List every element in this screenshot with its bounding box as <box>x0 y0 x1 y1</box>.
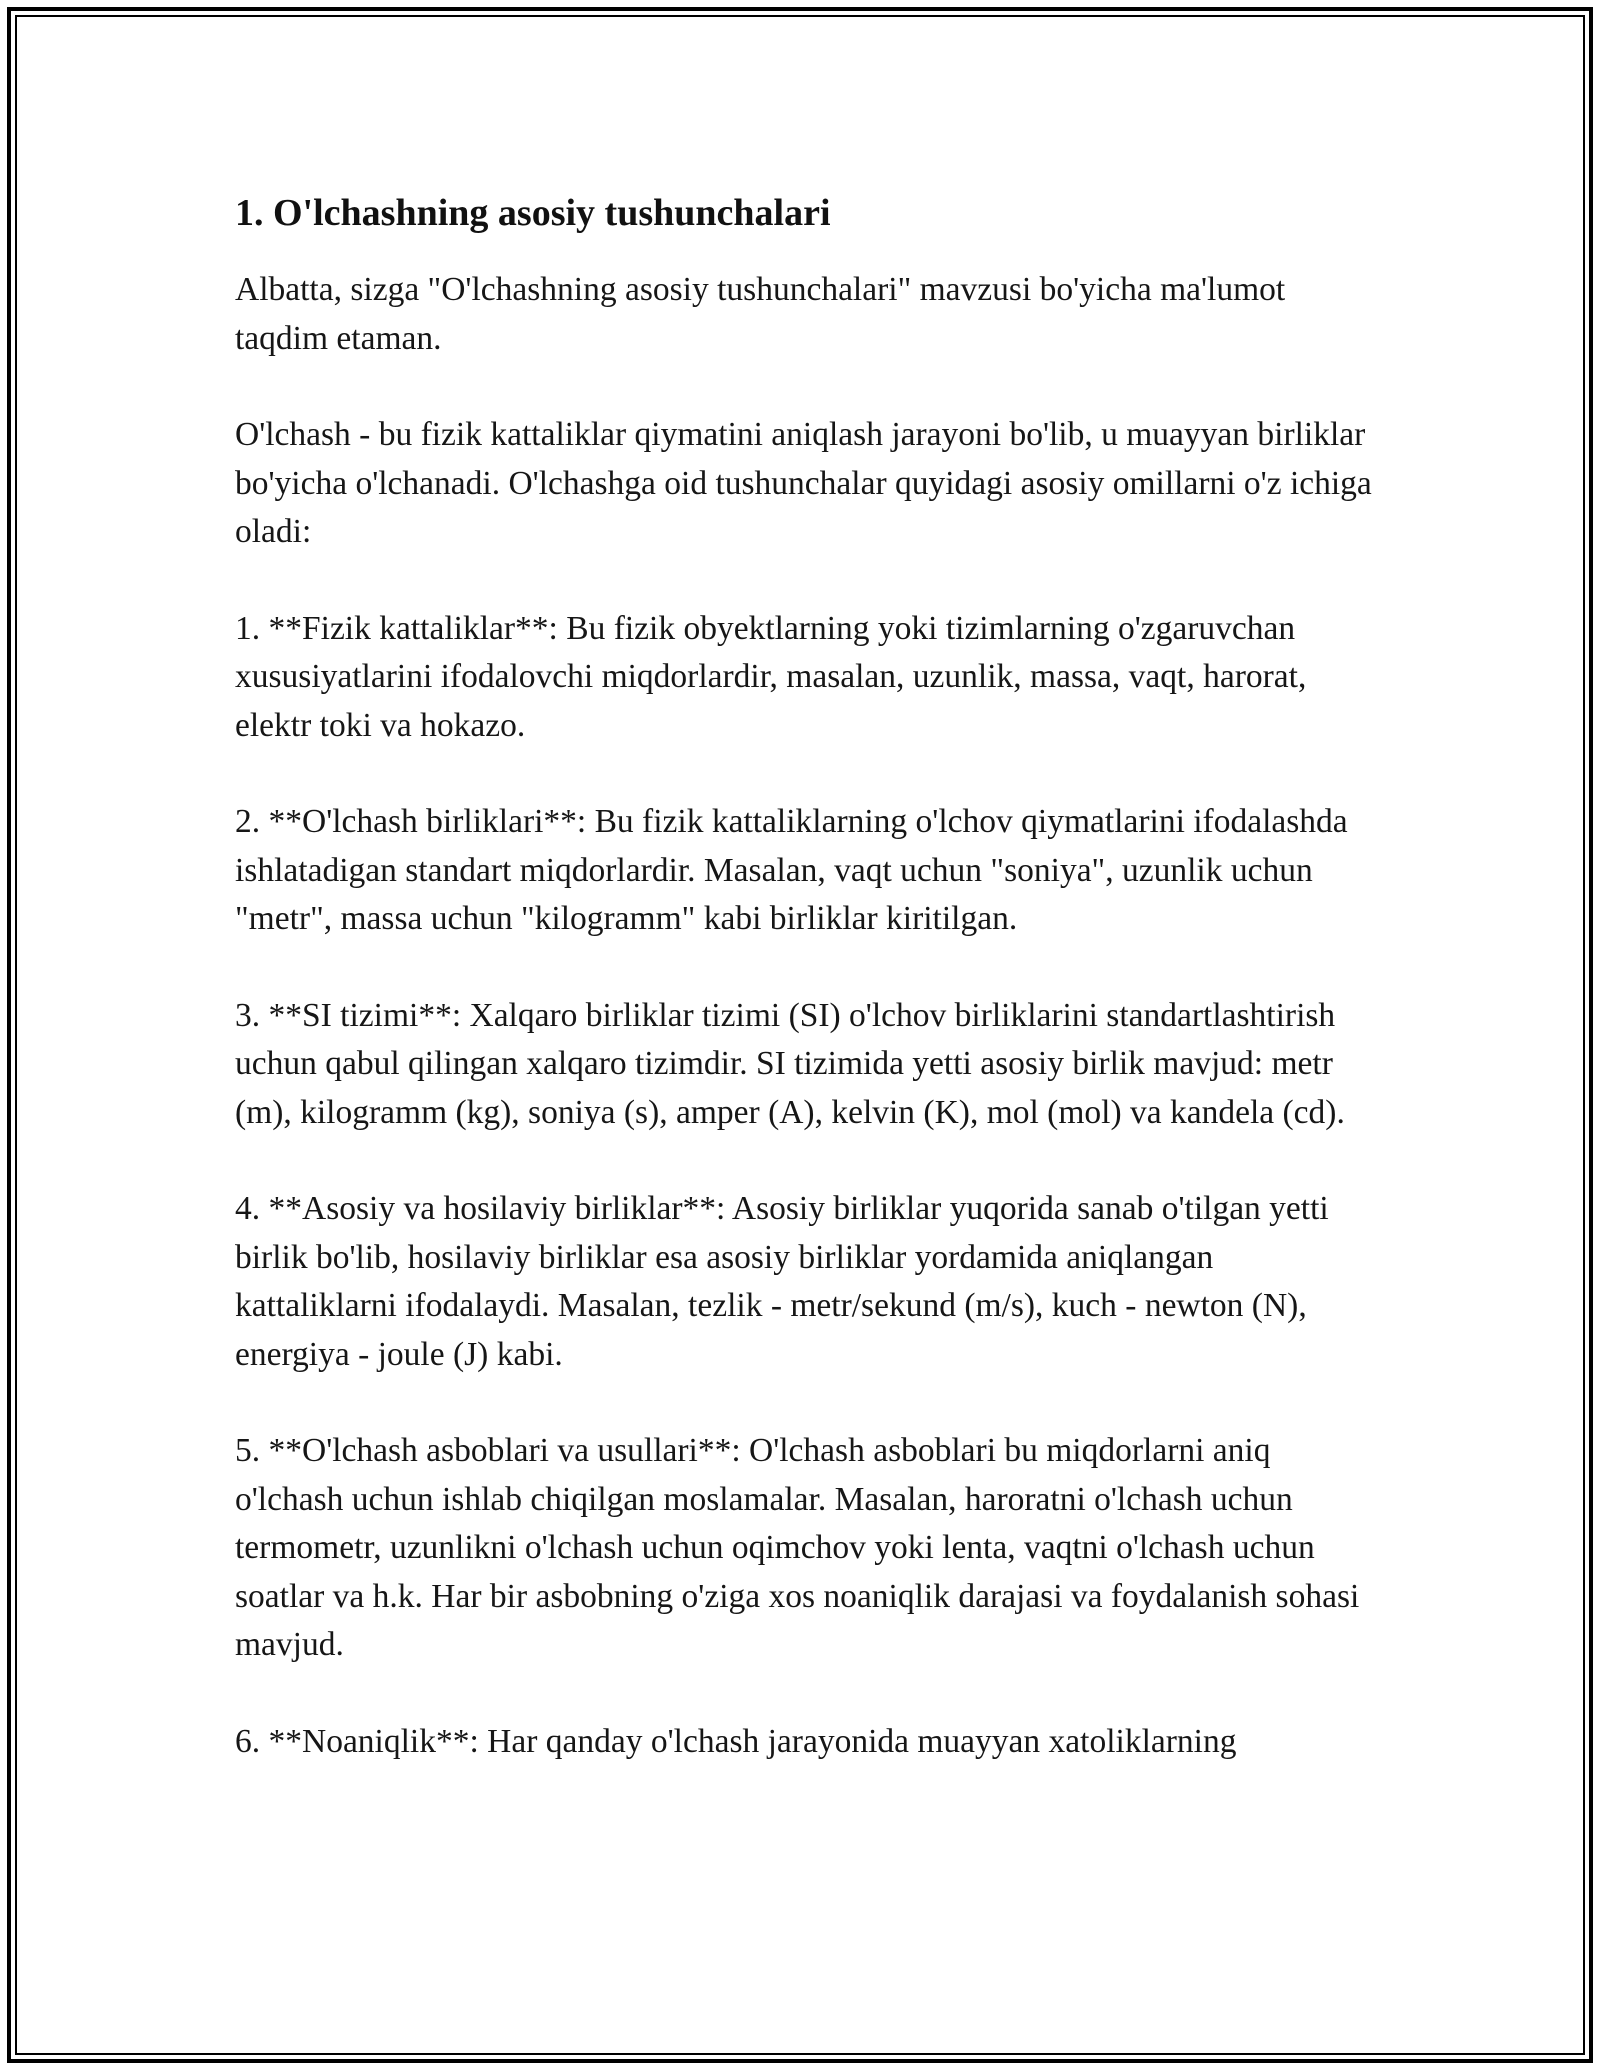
paragraph-definition: O'lchash - bu fizik kattaliklar qiymatini aniqlash jarayoni bo'lib, u muayyan birliklar bo'yicha o'lchanadi. O'lchashga oid tushunchalar quyidagi asosiy omillarni o'z ichiga oladi: <box>235 416 1372 550</box>
list-item-6: 6. **Noaniqlik**: Har qanday o'lchash jarayonida muayyan xatoliklarning <box>235 1722 1237 1760</box>
list-item-1: 1. **Fizik kattaliklar**: Bu fizik obyektlarning yoki tizimlarning o'zgaruvchan xususiyatlarini ifodalovchi miqdorlardir, masalan, uzunlik, massa, vaqt, harorat, elektr toki va hokazo. <box>235 609 1307 744</box>
paragraph-intro: Albatta, sizga "O'lchashning asosiy tushunchalari" mavzusi bo'yicha ma'lumot taqdim etaman. <box>235 271 1286 357</box>
document-title: 1. O'lchashning asosiy tushunchalari <box>235 192 831 234</box>
list-item-3: 3. **SI tizimi**: Xalqaro birliklar tizimi (SI) o'lchov birliklarini standartlashtirish uchun qabul qilingan xalqaro tizimdir. SI tizimida yetti asosiy birlik mavjud: metr (m), kilogramm (kg), soniya (s), amper (A), kelvin (K), mol (mol) va kandela (cd). <box>235 996 1345 1131</box>
list-item-2: 2. **O'lchash birliklari**: Bu fizik kattaliklarning o'lchov qiymatlarini ifodalashda ishlatadigan standart miqdorlardir. Masalan, vaqt uchun "soniya", uzunlik uchun "metr", massa uchun "kilogramm" kabi birliklar kiritilgan. <box>235 803 1348 937</box>
list-item-5: 5. **O'lchash asboblari va usullari**: O'lchash asboblari bu miqdorlarni aniq o'lchash uchun ishlab chiqilgan moslamalar. Masalan, haroratni o'lchash uchun termometr, uzunlikni o'lchash uchun oqimchov yoki lenta, vaqtni o'lchash uchun soatlar va h.k. Har bir asbobning o'ziga xos noaniqlik darajasi va foydalanish sohasi mavjud. <box>235 1432 1360 1663</box>
list-item-4: 4. **Asosiy va hosilaviy birliklar**: Asosiy birliklar yuqorida sanab o'tilgan yetti birlik bo'lib, hosilaviy birliklar esa asosiy birliklar yordamida aniqlangan kattaliklarni ifodalaydi. Masalan, tezlik - metr/sekund (m/s), kuch - newton (N), energiya - joule (J) kabi. <box>235 1190 1329 1373</box>
document-body <box>235 188 1375 1814</box>
